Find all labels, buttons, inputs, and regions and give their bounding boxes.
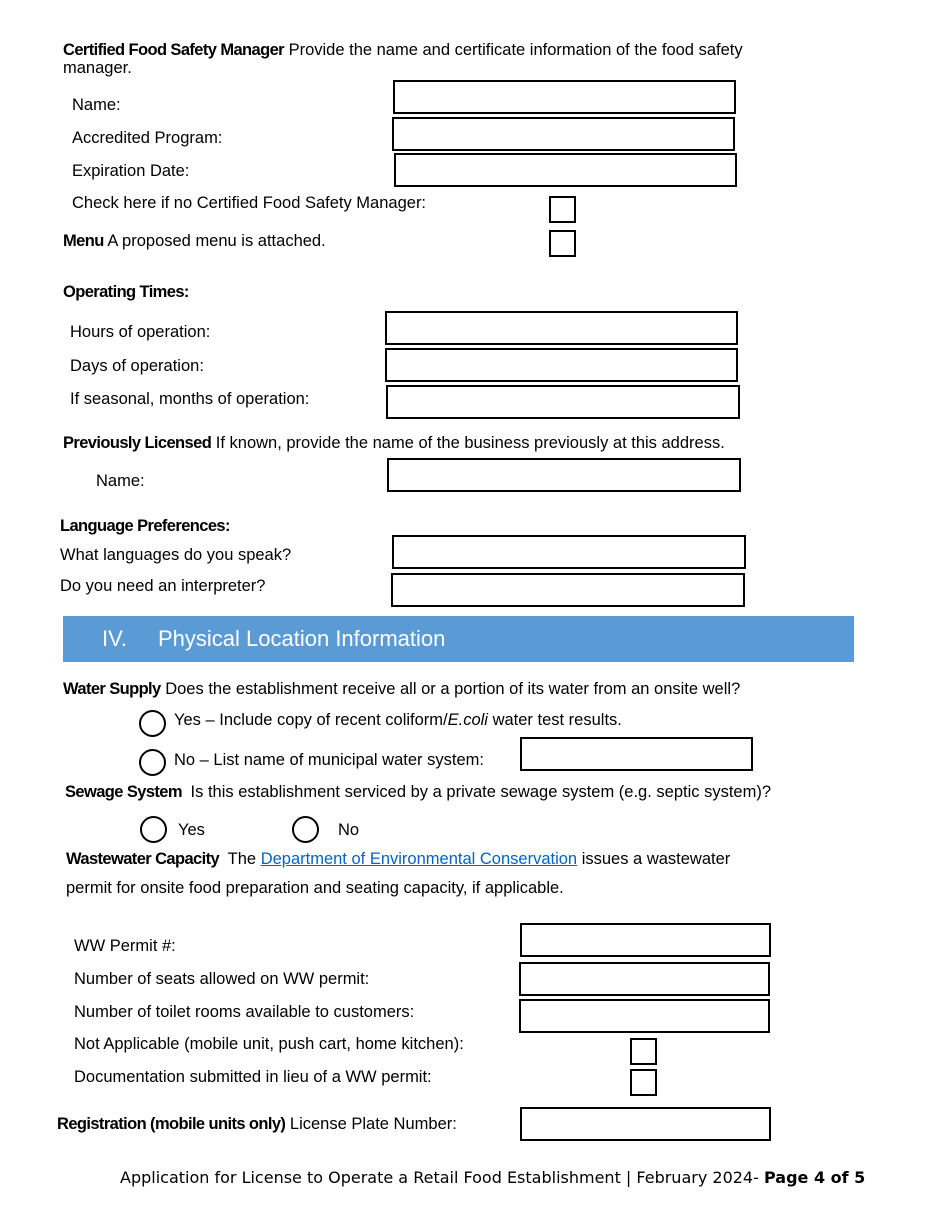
previously-licensed-label: Previously Licensed bbox=[63, 434, 212, 452]
interpreter-label: Do you need an interpreter? bbox=[60, 577, 266, 595]
menu-attached-checkbox[interactable] bbox=[549, 230, 576, 257]
page-footer bbox=[120, 1168, 865, 1187]
interpreter-input[interactable] bbox=[391, 573, 745, 607]
sewage-row bbox=[65, 783, 771, 802]
documentation-checkbox[interactable] bbox=[630, 1069, 657, 1096]
water-no-label: No – List name of municipal water system: bbox=[174, 751, 484, 769]
days-label: Days of operation: bbox=[70, 357, 204, 375]
not-applicable-label: Not Applicable (mobile unit, push cart, home kitchen): bbox=[74, 1035, 464, 1053]
manager-name-label: Name: bbox=[72, 96, 121, 114]
wastewater-label: Wastewater Capacity bbox=[66, 850, 220, 868]
menu-row bbox=[63, 232, 326, 251]
languages-spoken-label: What languages do you speak? bbox=[60, 546, 292, 564]
documentation-label: Documentation submitted in lieu of a WW permit: bbox=[74, 1068, 432, 1086]
ww-permit-input[interactable] bbox=[520, 923, 771, 957]
registration-row bbox=[57, 1115, 457, 1134]
license-plate-input[interactable] bbox=[520, 1107, 771, 1141]
footer-text: Application for License to Operate a Retail Food Establishment | February 2024- bbox=[120, 1168, 764, 1187]
not-applicable-checkbox[interactable] bbox=[630, 1038, 657, 1065]
seasonal-input[interactable] bbox=[386, 385, 740, 419]
menu-description: A proposed menu is attached. bbox=[107, 232, 326, 250]
water-yes-italic: E.coli bbox=[447, 711, 488, 729]
hours-input[interactable] bbox=[385, 311, 738, 345]
previous-business-name-label: Name: bbox=[96, 472, 145, 490]
languages-spoken-input[interactable] bbox=[392, 535, 746, 569]
municipal-water-system-input[interactable] bbox=[520, 737, 753, 771]
previously-licensed-row bbox=[63, 434, 725, 453]
food-safety-manager-heading bbox=[63, 41, 743, 60]
seats-input[interactable] bbox=[519, 962, 770, 996]
license-plate-label: License Plate Number: bbox=[289, 1115, 457, 1133]
water-yes-prefix: Yes – Include copy of recent coliform/ bbox=[174, 711, 448, 729]
language-heading: Language Preferences: bbox=[60, 517, 230, 535]
water-supply-row bbox=[63, 680, 740, 699]
previous-business-name-input[interactable] bbox=[387, 458, 741, 492]
water-no-radio[interactable] bbox=[139, 749, 166, 776]
menu-label: Menu bbox=[63, 232, 104, 250]
section-title: Physical Location Information bbox=[158, 626, 446, 651]
water-yes-radio[interactable] bbox=[139, 710, 166, 737]
no-manager-label: Check here if no Certified Food Safety Manager: bbox=[72, 194, 427, 212]
dec-link[interactable]: Department of Environmental Conservation bbox=[260, 850, 578, 868]
seats-label: Number of seats allowed on WW permit: bbox=[74, 970, 370, 988]
water-supply-question: Does the establishment receive all or a portion of its water from an onsite well? bbox=[165, 680, 741, 698]
sewage-label: Sewage System bbox=[65, 783, 182, 801]
footer-page-number: Page 4 of 5 bbox=[763, 1168, 866, 1187]
seasonal-label: If seasonal, months of operation: bbox=[70, 390, 310, 408]
sewage-yes-radio[interactable] bbox=[140, 816, 167, 843]
operating-times-heading: Operating Times: bbox=[63, 283, 189, 301]
food-safety-manager-label: Certified Food Safety Manager bbox=[63, 41, 284, 59]
registration-label: Registration (mobile units only) bbox=[57, 1115, 286, 1133]
accredited-program-input[interactable] bbox=[392, 117, 735, 151]
water-yes-suffix: water test results. bbox=[487, 711, 622, 729]
days-input[interactable] bbox=[385, 348, 738, 382]
previously-licensed-description: If known, provide the name of the business previously at this address. bbox=[215, 434, 725, 452]
no-manager-checkbox[interactable] bbox=[549, 196, 576, 223]
sewage-yes-label: Yes bbox=[178, 821, 205, 839]
expiration-date-input[interactable] bbox=[394, 153, 737, 187]
wastewater-row bbox=[66, 850, 730, 869]
food-safety-manager-description-cont: manager. bbox=[63, 59, 132, 77]
accredited-program-label: Accredited Program: bbox=[72, 129, 223, 147]
hours-label: Hours of operation: bbox=[70, 323, 211, 341]
section-banner bbox=[63, 616, 854, 662]
food-safety-manager-description: Provide the name and certificate information of the food safety bbox=[288, 41, 743, 59]
sewage-no-label: No bbox=[338, 821, 360, 839]
wastewater-text-rest: issues a wastewater bbox=[581, 850, 731, 868]
toilets-input[interactable] bbox=[519, 999, 770, 1033]
manager-name-input[interactable] bbox=[393, 80, 736, 114]
sewage-no-radio[interactable] bbox=[292, 816, 319, 843]
toilets-label: Number of toilet rooms available to customers: bbox=[74, 1003, 415, 1021]
wastewater-text-line2: permit for onsite food preparation and seating capacity, if applicable. bbox=[66, 879, 564, 897]
section-number: IV. bbox=[102, 626, 127, 651]
wastewater-text-the: The bbox=[227, 850, 257, 868]
ww-permit-label: WW Permit #: bbox=[74, 937, 176, 955]
water-supply-label: Water Supply bbox=[63, 680, 161, 698]
sewage-question: Is this establishment serviced by a private sewage system (e.g. septic system)? bbox=[190, 783, 772, 801]
water-yes-label bbox=[174, 711, 622, 730]
expiration-date-label: Expiration Date: bbox=[72, 162, 190, 180]
